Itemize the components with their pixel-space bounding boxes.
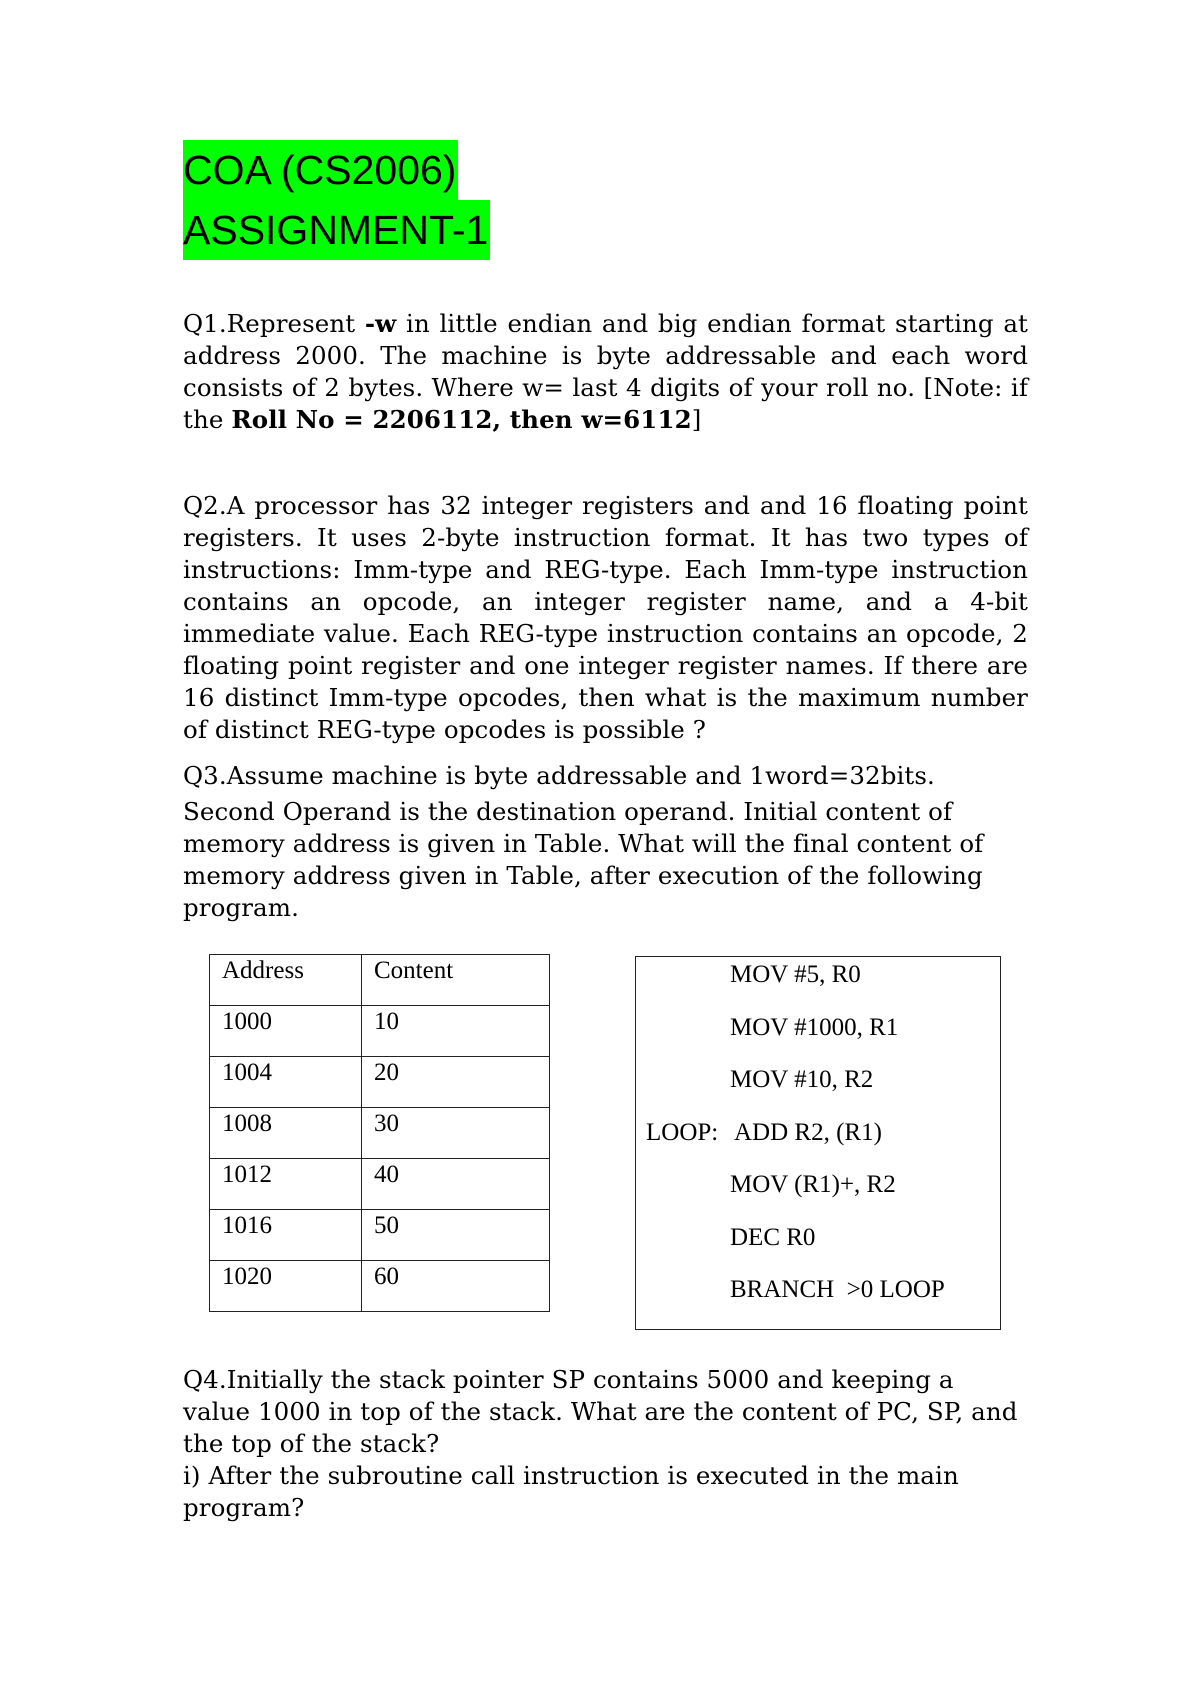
question-3: Second Operand is the destination operand. Initial content of memory address is given in Table. What will the final content of memory address given in Table, after execution of the following program. — [183, 797, 984, 922]
program-label: LOOP: — [646, 1118, 719, 1146]
address-cell: 1008 — [210, 1108, 362, 1159]
question-1: Q1.Represent -w in little endian and big endian format starting at address 2000. The machine is byte addressable and each word consists of 2 bytes. Where w= last 4 digits of your roll no. [Note: if the Roll No = 2206112, then w=6112] — [183, 309, 1029, 434]
question-2: Q2.A processor has 32 integer registers and and 16 floating point registers. It uses 2-byte instruction format. It has two types of instructions: Imm-type and REG-type. Each Imm-type instruction contains an opcode, an integer register name, and a 4-bit immediate value. Each REG-type instruction contains an opcode, 2 floating point register and one integer register names. If there are 16 distinct Imm-type opcodes, then what is the maximum number of distinct REG-type opcodes is possible ? — [183, 491, 1028, 744]
program-instruction: MOV (R1)+, R2 — [730, 1171, 896, 1198]
table-header-cell: Address — [210, 955, 362, 1006]
question-4-part-i: i) After the subroutine call instruction is executed in the main program? — [183, 1461, 959, 1522]
table-row — [210, 1057, 550, 1108]
address-cell: 1020 — [210, 1261, 362, 1312]
table-row — [210, 1261, 550, 1312]
table-row — [210, 1159, 550, 1210]
memory-table — [209, 954, 550, 1312]
table-header-row — [210, 955, 550, 1006]
table-row — [210, 1108, 550, 1159]
program-instruction: DEC R0 — [730, 1223, 816, 1251]
table-row — [210, 1006, 550, 1057]
assignment-title: ASSIGNMENT-1 — [183, 200, 490, 260]
question-4: Q4.Initially the stack pointer SP contains 5000 and keeping a value 1000 in top of the stack. What are the content of PC, SP, and the top of the stack? — [183, 1365, 1018, 1458]
content-cell: 10 — [362, 1006, 550, 1057]
content-cell: 50 — [362, 1210, 550, 1261]
program-instruction: ADD R2, (R1) — [734, 1118, 882, 1146]
program-instruction: MOV #5, R0 — [730, 961, 861, 988]
content-cell: 20 — [362, 1057, 550, 1108]
table-header-cell: Content — [362, 955, 550, 1006]
address-cell: 1016 — [210, 1210, 362, 1261]
question-3-line1: Q3.Assume machine is byte addressable and 1word=32bits. — [183, 761, 935, 790]
address-cell: 1004 — [210, 1057, 362, 1108]
address-cell: 1012 — [210, 1159, 362, 1210]
content-cell: 30 — [362, 1108, 550, 1159]
program-instruction: MOV #1000, R1 — [730, 1013, 899, 1041]
content-cell: 60 — [362, 1261, 550, 1312]
table-row — [210, 1210, 550, 1261]
address-cell: 1000 — [210, 1006, 362, 1057]
assignment-header — [183, 140, 1028, 260]
program-instruction: MOV #10, R2 — [730, 1066, 874, 1093]
program-listing — [635, 956, 1001, 1330]
program-instruction: BRANCH >0 LOOP — [730, 1276, 945, 1303]
content-cell: 40 — [362, 1159, 550, 1210]
document-page — [183, 140, 1028, 1524]
course-title: COA (CS2006) — [183, 140, 458, 200]
question-3-figures — [183, 954, 1028, 1346]
